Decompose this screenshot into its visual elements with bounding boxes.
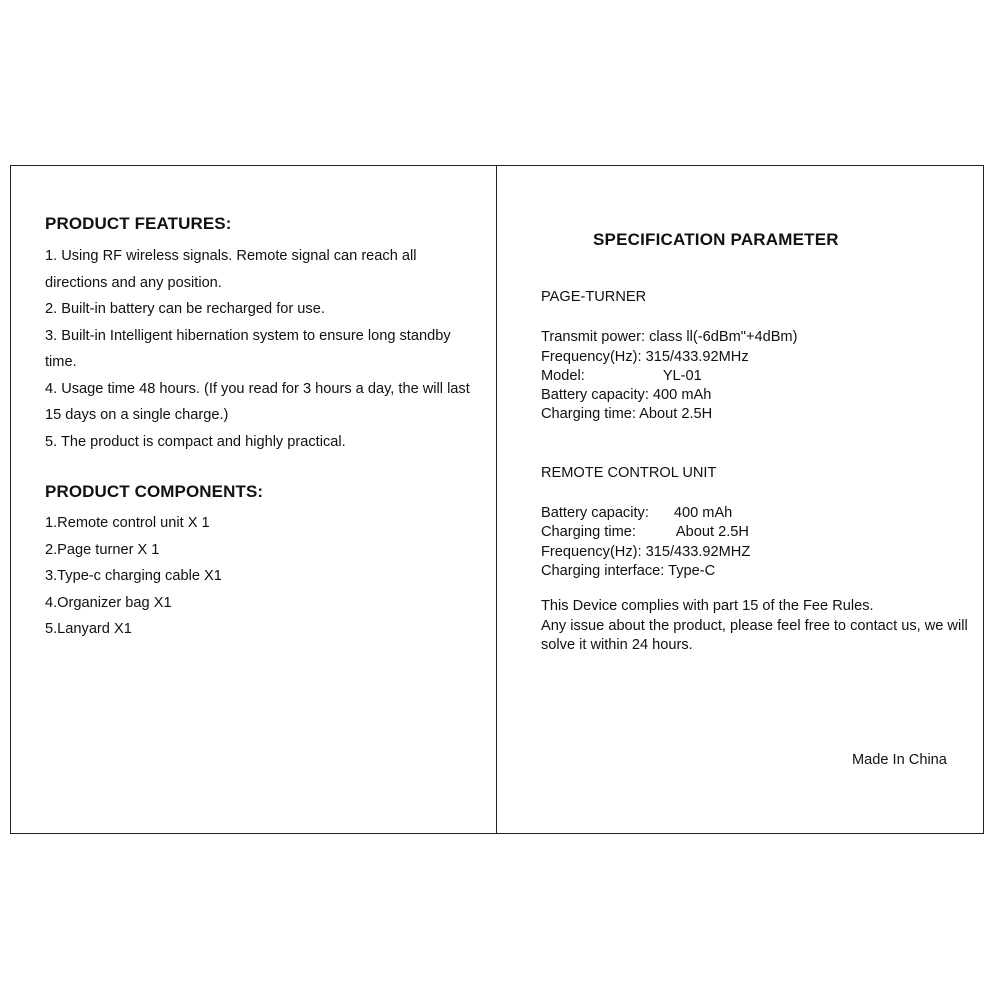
component-item: 1.Remote control unit X 1 — [45, 515, 210, 531]
rc-interface: Charging interface: Type-C — [541, 562, 716, 579]
rc-battery-row — [541, 504, 986, 523]
rc-charging-label: Charging time: — [541, 524, 636, 541]
model-row — [541, 367, 986, 386]
feature-line: 5. The product is compact and highly practical. — [45, 433, 346, 450]
made-in-label: Made In China — [852, 752, 947, 768]
features-list — [45, 243, 495, 455]
right-panel — [541, 230, 986, 655]
feature-line: 15 days on a single charge.) — [45, 407, 229, 423]
component-item: 4.Organizer bag X1 — [45, 594, 172, 611]
feature-line: 1. Using RF wireless signals. Remote signal can reach all — [45, 248, 417, 264]
pt-charging: Charging time: About 2.5H — [541, 406, 713, 423]
feature-line: directions and any position. — [45, 274, 222, 291]
notice-line: solve it within 24 hours. — [541, 636, 693, 653]
components-heading: PRODUCT COMPONENTS: — [45, 482, 264, 501]
pt-battery: Battery capacity: 400 mAh — [541, 387, 712, 404]
remote-unit-label: REMOTE CONTROL UNIT — [541, 464, 717, 481]
notice-line: Any issue about the product, please feel free to contact us, we will — [541, 617, 968, 634]
rc-battery-value: 400 mAh — [673, 505, 733, 522]
components-list — [45, 510, 495, 643]
page-turner-params — [541, 328, 986, 424]
rc-charging-value: About 2.5H — [675, 524, 749, 541]
feature-line: time. — [45, 354, 77, 370]
model-label: Model: — [541, 367, 585, 384]
feature-line: 2. Built-in battery can be recharged for use. — [45, 301, 325, 317]
rc-battery-label: Battery capacity: — [541, 505, 649, 522]
model-value: YL-01 — [662, 367, 702, 384]
component-item: 3.Type-c charging cable X1 — [45, 568, 222, 584]
feature-line: 3. Built-in Intelligent hibernation system to ensure long standby — [45, 327, 451, 344]
left-panel — [45, 214, 495, 643]
remote-unit-params — [541, 504, 986, 581]
page-turner-label: PAGE-TURNER — [541, 289, 647, 305]
notice-line: This Device complies with part 15 of the Fee Rules. — [541, 598, 874, 615]
compliance-notice — [541, 597, 986, 655]
spec-title: SPECIFICATION PARAMETER — [593, 230, 839, 249]
component-item: 2.Page turner X 1 — [45, 541, 160, 558]
rc-charging-row — [541, 523, 986, 542]
component-item: 5.Lanyard X1 — [45, 621, 132, 637]
feature-line: 4. Usage time 48 hours. (If you read for 3 hours a day, the will last — [45, 380, 470, 397]
transmit-power: Transmit power: class ll(-6dBm"+4dBm) — [541, 329, 798, 346]
pt-frequency: Frequency(Hz): 315/433.92MHz — [541, 348, 749, 365]
rc-frequency: Frequency(Hz): 315/433.92MHZ — [541, 543, 751, 560]
column-divider — [496, 165, 497, 834]
features-heading: PRODUCT FEATURES: — [45, 214, 232, 233]
